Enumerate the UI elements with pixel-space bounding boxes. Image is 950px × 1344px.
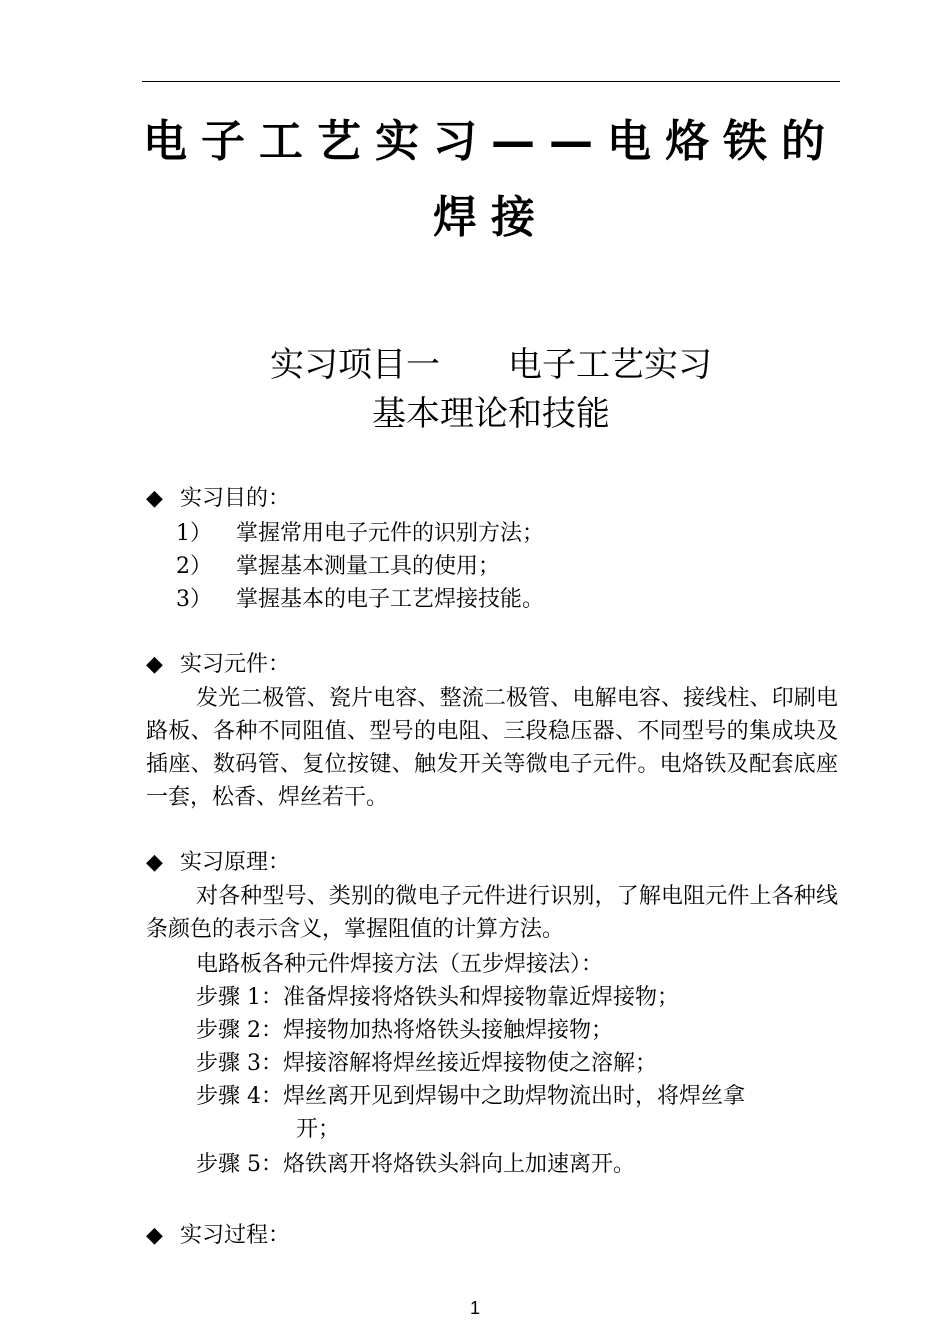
step-item bbox=[196, 1047, 657, 1080]
page-number: 1 bbox=[469, 1298, 480, 1318]
section-heading-components bbox=[146, 654, 290, 676]
header-rule bbox=[142, 81, 840, 82]
list-item-text: 掌握基本的电子工艺焊接技能。 bbox=[236, 587, 545, 612]
welding-method-intro: 电路板各种元件焊接方法（五步焊接法）： bbox=[196, 952, 604, 977]
section-heading-label: 实习元件： bbox=[180, 652, 291, 677]
step-label: 步骤 3： bbox=[196, 1051, 283, 1076]
section-heading-label: 实习原理： bbox=[180, 850, 291, 875]
project-title-line-2: 基本理论和技能 bbox=[372, 394, 610, 434]
step-item bbox=[196, 1148, 635, 1181]
list-item bbox=[176, 589, 544, 611]
diamond-bullet-icon: ◆ bbox=[146, 1223, 163, 1248]
step-text: 焊接物加热将烙铁头接触焊接物； bbox=[283, 1018, 614, 1043]
document-title-line-2: 焊接 bbox=[433, 192, 549, 243]
list-item-number: 3） bbox=[176, 587, 212, 612]
step-label: 步骤 5： bbox=[196, 1152, 283, 1177]
document-title-line-1: 电子工艺实习——电烙铁的 bbox=[143, 116, 839, 167]
components-paragraph: 发光二极管、瓷片电容、整流二极管、电解电容、接线柱、印刷电路板、各种不同阻值、型号的电阻、三段稳压器、不同型号的集成块及插座、数码管、复位按键、触发开关等微电子元件。电烙铁及配套底座一套，松香、焊丝若干。 bbox=[146, 686, 838, 810]
step-continuation: 开； bbox=[296, 1117, 341, 1142]
list-item-number: 1） bbox=[176, 521, 212, 546]
section-heading-label: 实习目的： bbox=[180, 486, 291, 511]
section-heading-purpose bbox=[146, 488, 290, 510]
diamond-bullet-icon: ◆ bbox=[146, 652, 163, 677]
project-title-line-1: 实习项目一 电子工艺实习 bbox=[270, 345, 712, 385]
section-heading-principle bbox=[146, 852, 290, 874]
list-item-text: 掌握常用电子元件的识别方法； bbox=[236, 521, 545, 546]
step-text: 烙铁离开将烙铁头斜向上加速离开。 bbox=[283, 1152, 636, 1177]
list-item-text: 掌握基本测量工具的使用； bbox=[236, 554, 501, 579]
list-item bbox=[176, 523, 544, 545]
step-label: 步骤 4： bbox=[196, 1084, 283, 1109]
diamond-bullet-icon: ◆ bbox=[146, 486, 163, 511]
principle-paragraph: 对各种型号、类别的微电子元件进行识别，了解电阻元件上各种线条颜色的表示含义，掌握阻值的计算方法。 bbox=[146, 884, 838, 942]
diamond-bullet-icon: ◆ bbox=[146, 850, 163, 875]
section-heading-label: 实习过程： bbox=[180, 1223, 291, 1248]
list-item-number: 2） bbox=[176, 554, 212, 579]
step-label: 步骤 1： bbox=[196, 985, 283, 1010]
step-label: 步骤 2： bbox=[196, 1018, 283, 1043]
step-text: 焊丝离开见到焊锡中之助焊物流出时，将焊丝拿 bbox=[283, 1084, 746, 1109]
step-text: 焊接溶解将焊丝接近焊接物使之溶解； bbox=[283, 1051, 658, 1076]
step-text: 准备焊接将烙铁头和焊接物靠近焊接物； bbox=[283, 985, 680, 1010]
list-item bbox=[176, 556, 500, 578]
step-item bbox=[196, 981, 679, 1014]
step-item bbox=[196, 1080, 745, 1113]
step-item bbox=[196, 1014, 613, 1047]
section-heading-process bbox=[146, 1225, 290, 1247]
